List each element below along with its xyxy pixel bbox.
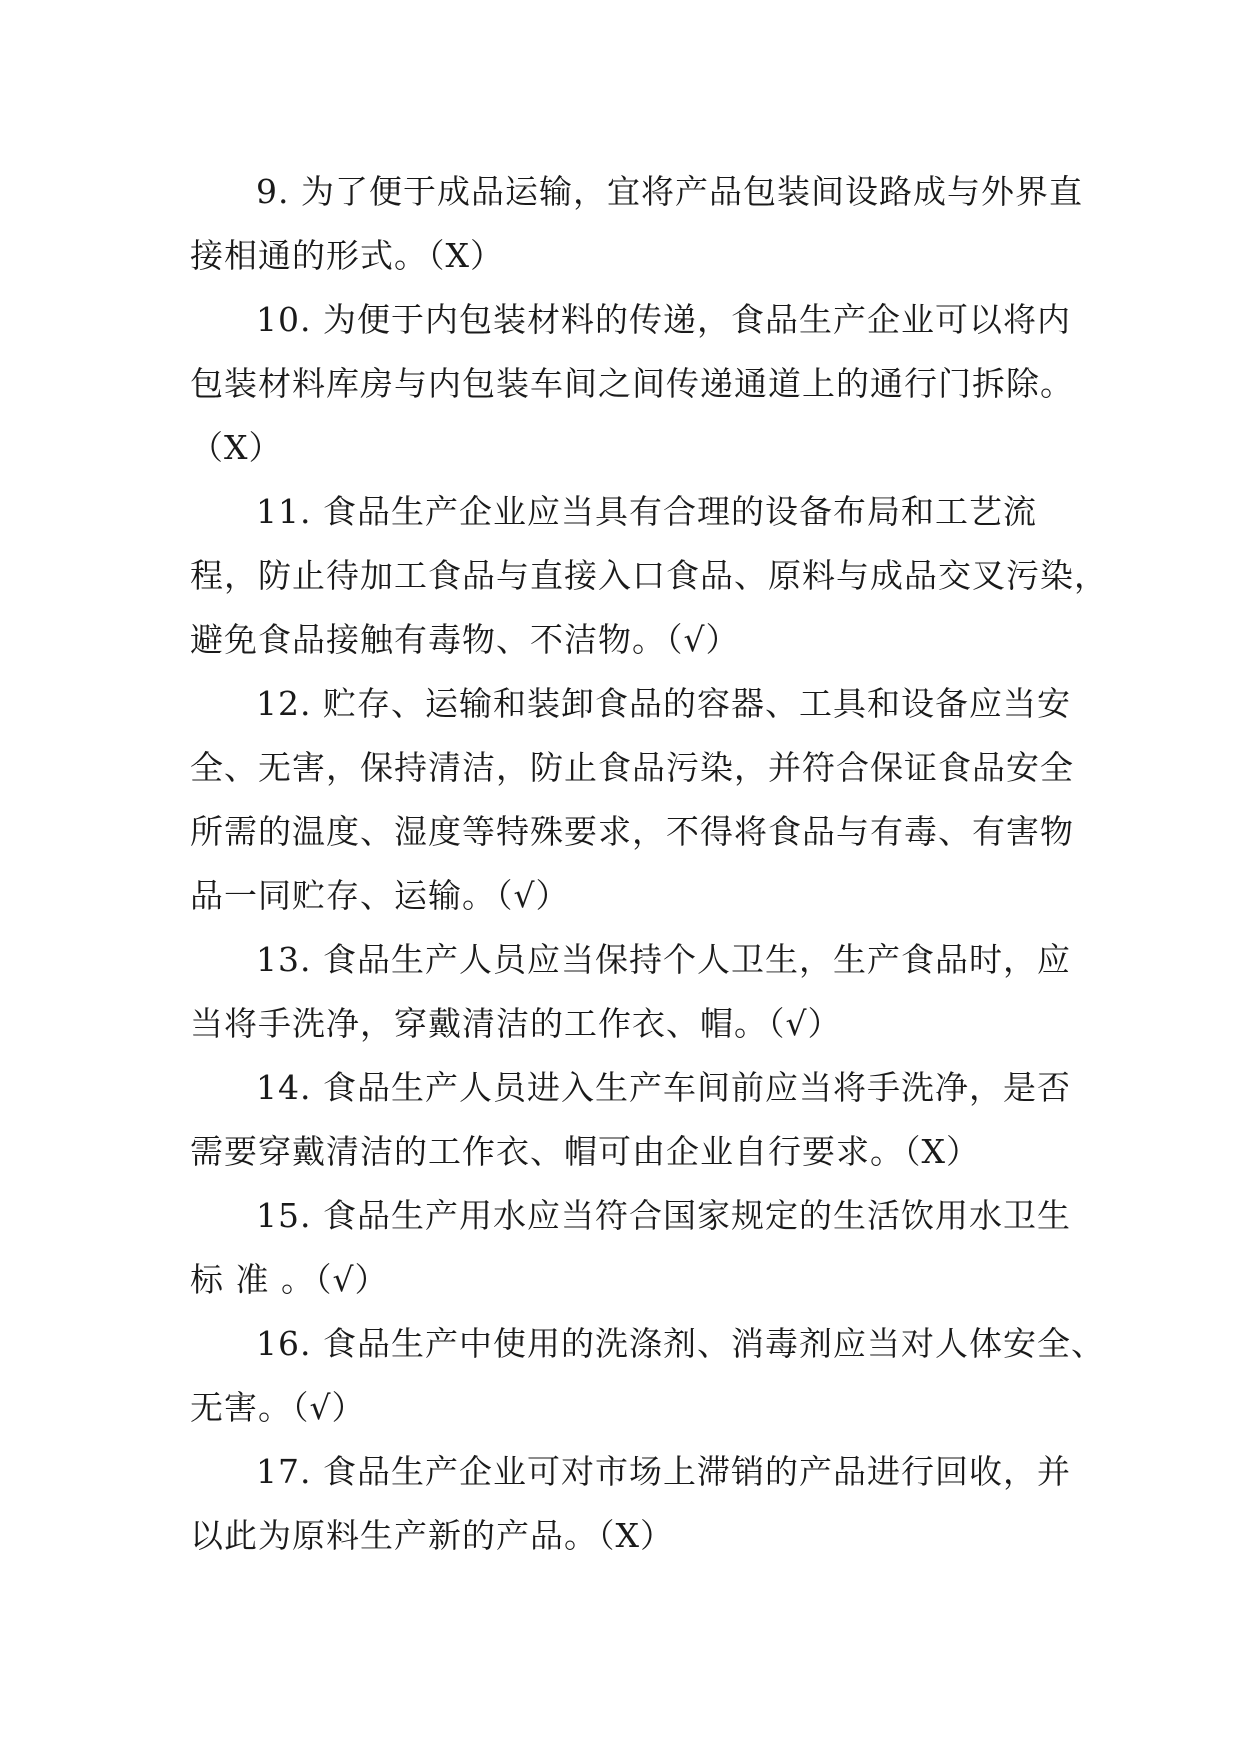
question-14 [190, 1056, 1071, 1184]
question-10-line-1: 10. 为便于内包装材料的传递，食品生产企业可以将内 [256, 300, 1071, 339]
question-10 [190, 288, 1074, 480]
question-16-line-1: 16. 食品生产中使用的洗涤剂、消毒剂应当对人体安全、 [256, 1324, 1105, 1363]
question-12-line-2: 全、无害，保持清洁，防止食品污染，并符合保证食品安全 [190, 748, 1074, 787]
question-11-line-1: 11. 食品生产企业应当具有合理的设备布局和工艺流 [256, 492, 1037, 531]
question-17-line-1: 17. 食品生产企业可对市场上滞销的产品进行回收，并 [256, 1452, 1071, 1491]
question-13-line-1: 13. 食品生产人员应当保持个人卫生，生产食品时，应 [256, 940, 1071, 979]
question-12-line-1: 12. 贮存、运输和装卸食品的容器、工具和设备应当安 [256, 684, 1071, 723]
question-12-line-3: 所需的温度、湿度等特殊要求，不得将食品与有毒、有害物 [190, 812, 1074, 851]
question-9-line-1: 9. 为了便于成品运输，宜将产品包装间设路成与外界直 [256, 172, 1083, 211]
question-12 [190, 672, 1074, 928]
question-10-line-3: （X） [190, 428, 283, 467]
question-16 [190, 1312, 1105, 1440]
question-14-line-2: 需要穿戴清洁的工作衣、帽可由企业自行要求。（X） [190, 1132, 980, 1171]
question-9 [190, 160, 1083, 288]
question-15-line-2: 标 准 。（√） [190, 1260, 389, 1299]
question-17 [190, 1440, 1071, 1568]
question-14-line-1: 14. 食品生产人员进入生产车间前应当将手洗净，是否 [256, 1068, 1071, 1107]
question-11-line-3: 避免食品接触有毒物、不洁物。（√） [190, 620, 740, 659]
question-15 [190, 1184, 1071, 1312]
question-13 [190, 928, 1071, 1056]
question-9-line-2: 接相通的形式。（X） [190, 236, 504, 275]
question-10-line-2: 包装材料库房与内包装车间之间传递通道上的通行门拆除。 [190, 364, 1074, 403]
question-12-line-4: 品一同贮存、运输。（√） [190, 876, 570, 915]
question-16-line-2: 无害。（√） [190, 1388, 366, 1427]
question-17-line-2: 以此为原料生产新的产品。（X） [190, 1516, 674, 1555]
question-13-line-2: 当将手洗净，穿戴清洁的工作衣、帽。（√） [190, 1004, 842, 1043]
question-11-line-2: 程，防止待加工食品与直接入口食品、原料与成品交叉污染， [190, 556, 1108, 595]
question-15-line-1: 15. 食品生产用水应当符合国家规定的生活饮用水卫生 [256, 1196, 1071, 1235]
question-11 [190, 480, 1108, 672]
document-page [190, 160, 1108, 1568]
